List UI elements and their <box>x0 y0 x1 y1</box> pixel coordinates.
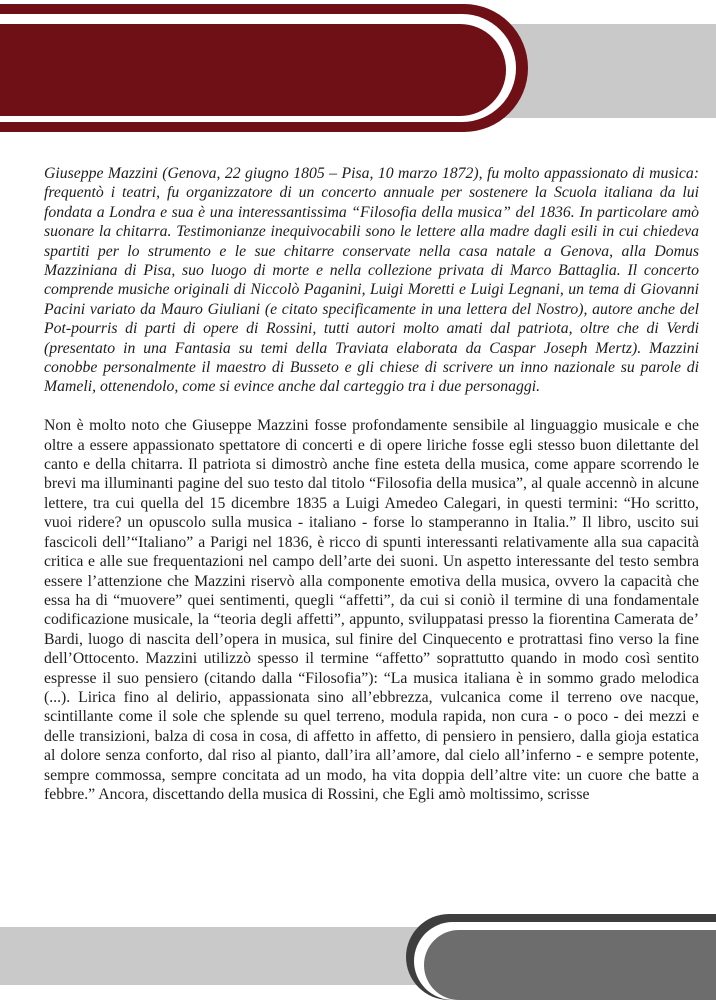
header-bar <box>0 24 506 116</box>
intro-paragraph: Giuseppe Mazzini (Genova, 22 giugno 1805 – Pisa, 10 marzo 1872), fu molto appassionato di musica: frequentò i teatri, fu organizzatore di un concerto annuale per sostenere la Scuola italiana da lui fondata a Londra e sua è una interessantissima “Filosofia della musica” del 1836. In particolare amò suonare la chitarra. Testimonianze inequivocabili sono le lettere alla madre dagli esili in cui chiedeva spartiti per lo strumento e le sue chitarre conservate nella casa natale a Genova, alla Domus Mazziniana di Pisa, suo luogo di morte e nella collezione privata di Marco Battaglia. Il concerto comprende musiche originali di Niccolò Paganini, Luigi Moretti e Luigi Legnani, un tema di Giovanni Pacini variato da Mauro Giuliani (e citato specificamente in una lettera del Nostro), autore anche del Pot-pourris di parti di opere di Rossini, tutti autori molto amati dal patriota, oltre che di Verdi (presentato in una Fantasia su temi della Traviata elaborata da Caspar Joseph Mertz). Mazzini conobbe personalmente il maestro di Busseto e gli chiese di scrivere un inno nazionale su parole di Mameli, ottenendolo, come si evince anche dal carteggio tra i due personaggi. <box>44 165 699 396</box>
footer-bar <box>424 930 716 1000</box>
body-paragraph: Non è molto noto che Giuseppe Mazzini fosse profondamente sensibile al linguaggio musicale e che oltre a essere appassionato spettatore di concerti e di opere liriche fosse egli stesso buon dilettante del canto e della chitarra. Il patriota si dimostrò anche fine esteta della musica, come appare scorrendo le brevi ma illuminanti pagine del suo testo dal titolo “Filosofia della musica”, al quale accennò in alcune lettere, tra cui quella del 15 dicembre 1835 a Luigi Amedeo Calegari, in questi termini: “Ho scritto, vuoi ridere? un opuscolo sulla musica - italiano - forse lo stamperanno in Italia.” Il libro, uscito sui fascicoli dell’“Italiano” a Parigi nel 1836, è ricco di spunti interessanti relativamente alla sua capacità critica e alle sue frequentazioni nel campo dell’arte dei suoni. Un aspetto interessante del testo sembra essere l’attenzione che Mazzini riservò alla componente emotiva della musica, ovvero la capacità che essa ha di “muovere” quei sentimenti, quegli “affetti”, da cui si coniò il termine di una fondamentale codificazione musicale, la “teoria degli affetti”, appunto, sviluppatasi presso la fiorentina Camerata de’ Bardi, luogo di nascita dell’opera in musica, sul finire del Cinquecento e protrattasi fino verso la fine dell’Ottocento. Mazzini utilizzò spesso il termine “affetto” soprattutto quando in modo così sentito espresse il suo pensiero (citando dalla “Filosofia”): “La musica italiana è in sommo grado melodica (...). Lirica fino al delirio, appassionata sino all’ebbrezza, vulcanica come il terreno ove nacque, scintillante come il sole che splende su quel terreno, modula rapida, non cura - o poco - dei mezzi e delle transizioni, balza di cosa in cosa, di affetto in affetto, di pensiero in pensiero, dalla gioja estatica al dolore senza conforto, dal riso al pianto, dall’ira all’amore, dal cielo all’inferno - e sempre potente, sempre commossa, sempre concitata ad un modo, ha vita doppia dell’altre vite: un cuore che batte a febbre.” Ancora, discettando della musica di Rossini, che Egli amò moltissimo, scrisse <box>44 417 699 803</box>
page-content <box>44 164 699 804</box>
